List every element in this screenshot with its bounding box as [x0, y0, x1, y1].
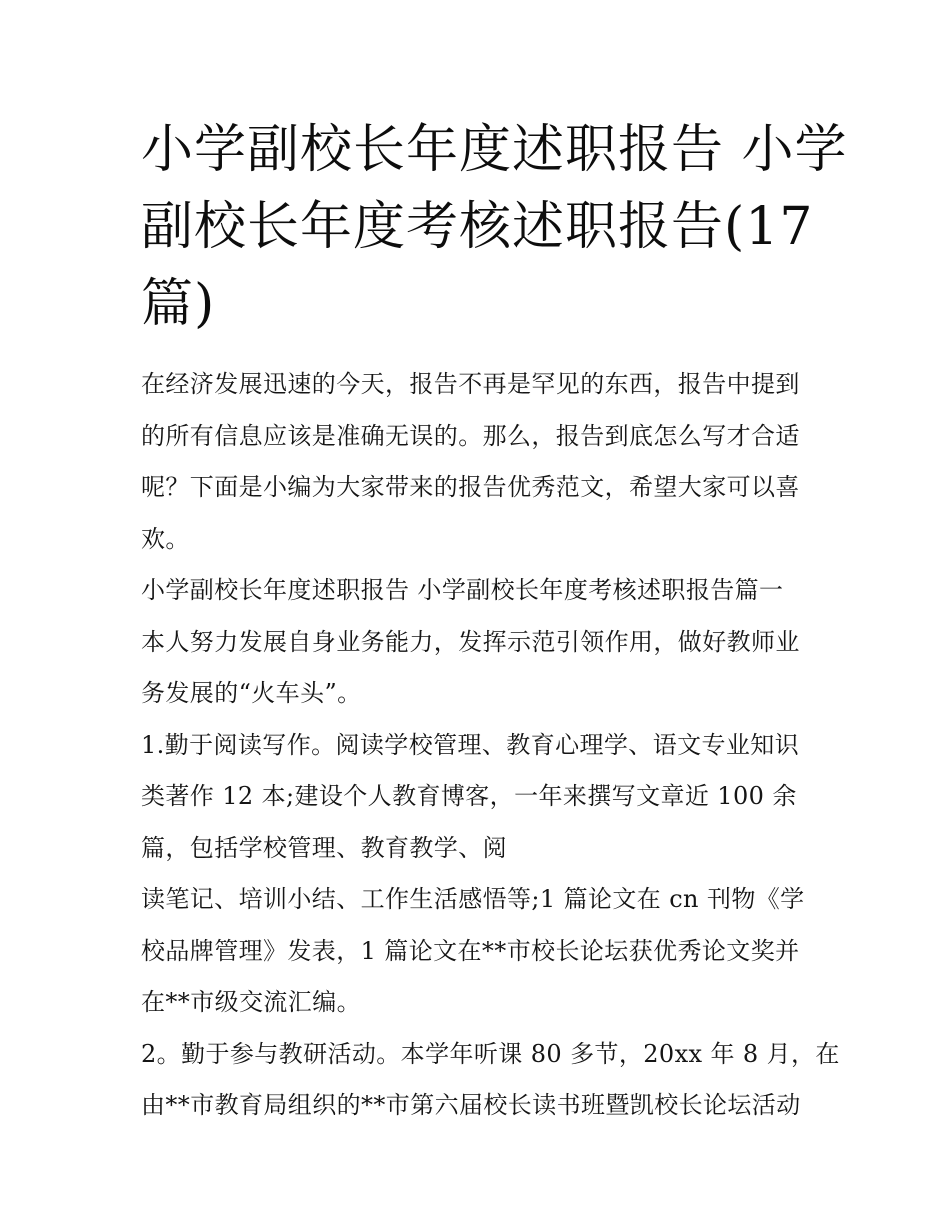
text-line: 小学副校长年度述职报告 小学副校长年度考核述职报告篇一 — [141, 576, 784, 604]
text-line: 在经济发展迅速的今天，报告不再是罕见的东西，报告中提到 — [141, 370, 800, 398]
text-line: 呢？下面是小编为大家带来的报告优秀范文，希望大家可以喜 — [141, 473, 800, 501]
list-item-1-continued — [141, 874, 813, 1029]
document-title — [141, 112, 848, 343]
body-paragraph — [141, 617, 813, 720]
text-line: 篇，包括学校管理、教育教学、阅 — [141, 833, 507, 862]
text-line: 校品牌管理》发表，1 篇论文在**市校长论坛获优秀论文奖并 — [141, 936, 800, 965]
intro-paragraph — [141, 359, 813, 565]
title-line: 副校长年度考核述职报告(17 — [141, 197, 814, 257]
document-content — [141, 112, 848, 1132]
title-line: 篇) — [141, 274, 216, 334]
list-item-2 — [141, 1029, 840, 1132]
text-line: 的所有信息应该是准确无误的。那么，报告到底怎么写才合适 — [141, 421, 800, 450]
title-line: 小学副校长年度述职报告 小学 — [141, 120, 848, 180]
text-line: 在**市级交流汇编。 — [141, 988, 361, 1016]
list-item-1 — [141, 720, 813, 875]
text-line: 本人努力发展自身业务能力，发挥示范引领作用，做好教师业 — [141, 627, 800, 656]
text-line: 由**市教育局组织的**市第六届校长读书班暨凯校长论坛活动 — [141, 1091, 801, 1119]
text-line: 读笔记、培训小结、工作生活感悟等;1 篇论文在 cn 刊物《学 — [141, 885, 805, 913]
text-line: 欢。 — [141, 524, 190, 553]
section-heading — [141, 565, 813, 617]
text-line: 类著作 12 本;建设个人教育博客，一年来撰写文章近 100 余 — [141, 782, 797, 810]
text-line: 2。勤于参与教研活动。本学年听课 80 多节，20xx 年 8 月，在 — [141, 1039, 840, 1068]
text-line: 务发展的“火车头”。 — [141, 679, 362, 707]
text-line: 1.勤于阅读写作。阅读学校管理、教育心理学、语文专业知识 — [141, 730, 800, 759]
